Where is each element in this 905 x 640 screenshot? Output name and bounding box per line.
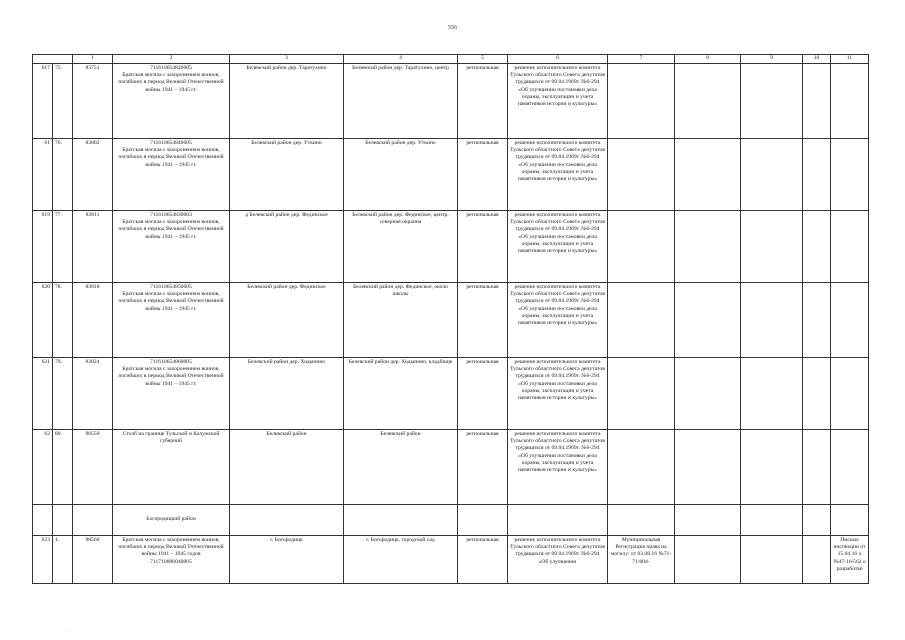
table-row bbox=[33, 283, 869, 358]
row-col8 bbox=[675, 358, 741, 430]
table-row bbox=[33, 536, 869, 584]
row-col10 bbox=[803, 283, 831, 358]
row-category: региональная bbox=[458, 536, 508, 584]
row-category: региональная bbox=[458, 283, 508, 358]
row-district: д Белевский район дер. Фединское bbox=[230, 211, 344, 283]
row-index: 79. bbox=[53, 358, 73, 430]
header-cell: 1 bbox=[73, 55, 113, 64]
row-document: решение исполнительного комитета Тульского областного Совета депутатов трудящихся от 09.04.1969г. №6-294 «Об улучшении постановки дела охраны, эксплуатации и учета памятников истории и культуры» bbox=[508, 211, 608, 283]
table-header-row bbox=[33, 55, 869, 64]
header-cell: 6 bbox=[508, 55, 608, 64]
row-index: 1. bbox=[53, 536, 73, 584]
row-address: Белевский район bbox=[344, 430, 458, 505]
row-col9 bbox=[741, 536, 803, 584]
row-number: 61 bbox=[33, 139, 53, 211]
row-code: 83818 bbox=[73, 283, 113, 358]
row-code: 83751 bbox=[73, 64, 113, 139]
row-document: решение исполнительного комитета Тульского областного Совета депутатов трудящихся от 09.04.1969г. №6-294 «Об улучшении постановки дела охраны, эксплуатации и учета памятников истории и культуры» bbox=[508, 358, 608, 430]
row-number: 62 bbox=[33, 430, 53, 505]
row-col10 bbox=[803, 64, 831, 139]
row-col9 bbox=[741, 139, 803, 211]
row-category: региональная bbox=[458, 211, 508, 283]
header-cell: 2 bbox=[113, 55, 230, 64]
row-col11: Письмо инспекции от 15.04.16 о №47-16/562 о разработке bbox=[831, 536, 869, 584]
row-name: 711610654860005 Братская могила с захоронением воинов, погибших в период Великой Отечественной войны 1941 – 1945 гг. bbox=[113, 358, 230, 430]
row-index: 76. bbox=[53, 139, 73, 211]
row-district: Белевский район дер. Уткино bbox=[230, 139, 344, 211]
row-name: 711610654840005 Братская могила с захоронением воинов, погибших в период Великой Отечественной войны 1941 – 1945 гг. bbox=[113, 139, 230, 211]
row-district: Белевский район дер. Таратухино bbox=[230, 64, 344, 139]
row-col10 bbox=[803, 211, 831, 283]
row-col9 bbox=[741, 283, 803, 358]
row-index: 78. bbox=[53, 283, 73, 358]
header-cell: 4 bbox=[344, 55, 458, 64]
row-col9 bbox=[741, 64, 803, 139]
header-cell bbox=[33, 55, 73, 64]
row-number: 620 bbox=[33, 283, 53, 358]
row-district: Белевский район дер. Ходынино bbox=[230, 358, 344, 430]
row-code: 83811 bbox=[73, 211, 113, 283]
row-col10 bbox=[803, 536, 831, 584]
header-cell: 3 bbox=[230, 55, 344, 64]
row-address: Белевский район дер. Фединское, около школы bbox=[344, 283, 458, 358]
row-category: региональная bbox=[458, 64, 508, 139]
row-address: г. Богородицк, городской сад bbox=[344, 536, 458, 584]
row-code: 83824 bbox=[73, 358, 113, 430]
row-number: 621 bbox=[33, 358, 53, 430]
header-cell: 8 bbox=[675, 55, 741, 64]
table-row bbox=[33, 358, 869, 430]
section-title: Богородицкий район bbox=[113, 505, 230, 536]
row-col9 bbox=[741, 211, 803, 283]
row-category: региональная bbox=[458, 358, 508, 430]
header-cell: 7 bbox=[608, 55, 675, 64]
row-col10 bbox=[803, 430, 831, 505]
row-name: 711610654820005 Братская могила с захоронением воинов, погибших в период Великой Отечественной войны 1941 – 1945 гг. bbox=[113, 64, 230, 139]
row-number: 623 bbox=[33, 536, 53, 584]
row-col11 bbox=[831, 139, 869, 211]
page-number: 556 bbox=[448, 25, 457, 31]
header-cell: 9 bbox=[741, 55, 803, 64]
row-name: Столб на границе Тульской и Калужской губерний bbox=[113, 430, 230, 505]
row-col7 bbox=[608, 139, 675, 211]
row-col10 bbox=[803, 358, 831, 430]
row-name: 711610654830003 Братская могила с захоронением воинов, погибших в период Великой Отечественной войны 1941 – 1945 гг. bbox=[113, 211, 230, 283]
header-cell: 5 bbox=[458, 55, 508, 64]
row-col7: Муниципальная Регистрация права на могилу: от 03.08.16 №71-71/004- bbox=[608, 536, 675, 584]
row-address: Белевский район дер. Уткино bbox=[344, 139, 458, 211]
row-col7 bbox=[608, 211, 675, 283]
footer-mark: · bbox=[66, 630, 68, 635]
row-document: решение исполнительного комитета Тульского областного Совета депутатов трудящихся от 09.04.1969г. №6-294 «Об улучшении постановки дела охраны, эксплуатации и учета памятников истории и культуры» bbox=[508, 430, 608, 505]
row-district: г. Богородицк bbox=[230, 536, 344, 584]
monuments-table bbox=[32, 54, 869, 584]
row-district: Белевский район bbox=[230, 430, 344, 505]
row-col7 bbox=[608, 430, 675, 505]
row-district: Белевский район дер. Фединское bbox=[230, 283, 344, 358]
row-index: 80. bbox=[53, 430, 73, 505]
row-code: 98560 bbox=[73, 536, 113, 584]
row-category: региональная bbox=[458, 430, 508, 505]
row-col11 bbox=[831, 64, 869, 139]
row-document: решение исполнительного комитета Тульского областного Совета депутатов трудящихся от 09.04.1969г. №6-294 «Об улучшении постановки дела охраны, эксплуатации и учета памятников истории и культуры» bbox=[508, 283, 608, 358]
row-col10 bbox=[803, 139, 831, 211]
row-col11 bbox=[831, 211, 869, 283]
row-col11 bbox=[831, 358, 869, 430]
row-name: Братская могила с захоронением воинов, погибших в период Великой Отечественной войны 1941 – 1945 годов 711710806040005 bbox=[113, 536, 230, 584]
row-col8 bbox=[675, 64, 741, 139]
row-col7 bbox=[608, 358, 675, 430]
table-row bbox=[33, 64, 869, 139]
row-col11 bbox=[831, 283, 869, 358]
row-document: решение исполнительного комитета Тульского областного Совета депутатов трудящихся от 09.04.1969г. №6-294 «Об улучшении постановки дела охраны, эксплуатации и учета памятников истории и культуры» bbox=[508, 64, 608, 139]
row-code: 98550 bbox=[73, 430, 113, 505]
row-name: 711610654850005 Братская могила с захоронением воинов, погибших в период Великой Отечественной войны 1941 – 1945 гг. bbox=[113, 283, 230, 358]
row-col9 bbox=[741, 430, 803, 505]
table-row bbox=[33, 430, 869, 505]
row-number: 619 bbox=[33, 211, 53, 283]
row-col8 bbox=[675, 283, 741, 358]
header-cell: 10 bbox=[803, 55, 831, 64]
row-col8 bbox=[675, 430, 741, 505]
row-index: 77. bbox=[53, 211, 73, 283]
row-index: 75. bbox=[53, 64, 73, 139]
row-col7 bbox=[608, 64, 675, 139]
row-category: региональная bbox=[458, 139, 508, 211]
row-col8 bbox=[675, 536, 741, 584]
row-address: Белевский район дер. Фединское, центр. северная окраина bbox=[344, 211, 458, 283]
row-col8 bbox=[675, 139, 741, 211]
row-code: 83802 bbox=[73, 139, 113, 211]
table-row bbox=[33, 211, 869, 283]
row-address: Белевский район дер. Ходынино, кладбище bbox=[344, 358, 458, 430]
header-cell: 11 bbox=[831, 55, 869, 64]
row-number: 617 bbox=[33, 64, 53, 139]
row-document: решение исполнительного комитета Тульского областного Совета депутатов трудящихся от 09.04.1969г. №6-294 «Об улучшении постановки дела охраны, эксплуатации и учета памятников истории и культуры» bbox=[508, 139, 608, 211]
row-col7 bbox=[608, 283, 675, 358]
table-body bbox=[33, 64, 869, 505]
row-col8 bbox=[675, 211, 741, 283]
row-col9 bbox=[741, 358, 803, 430]
table-row bbox=[33, 139, 869, 211]
row-col11 bbox=[831, 430, 869, 505]
section-row bbox=[33, 505, 869, 536]
row-address: Белевский район дер. Таратухино, центр bbox=[344, 64, 458, 139]
row-document: решение исполнительного комитета Тульского областного Совета депутатов трудящихся от 09.04.1969г. №6-294 «Об улучшении bbox=[508, 536, 608, 584]
